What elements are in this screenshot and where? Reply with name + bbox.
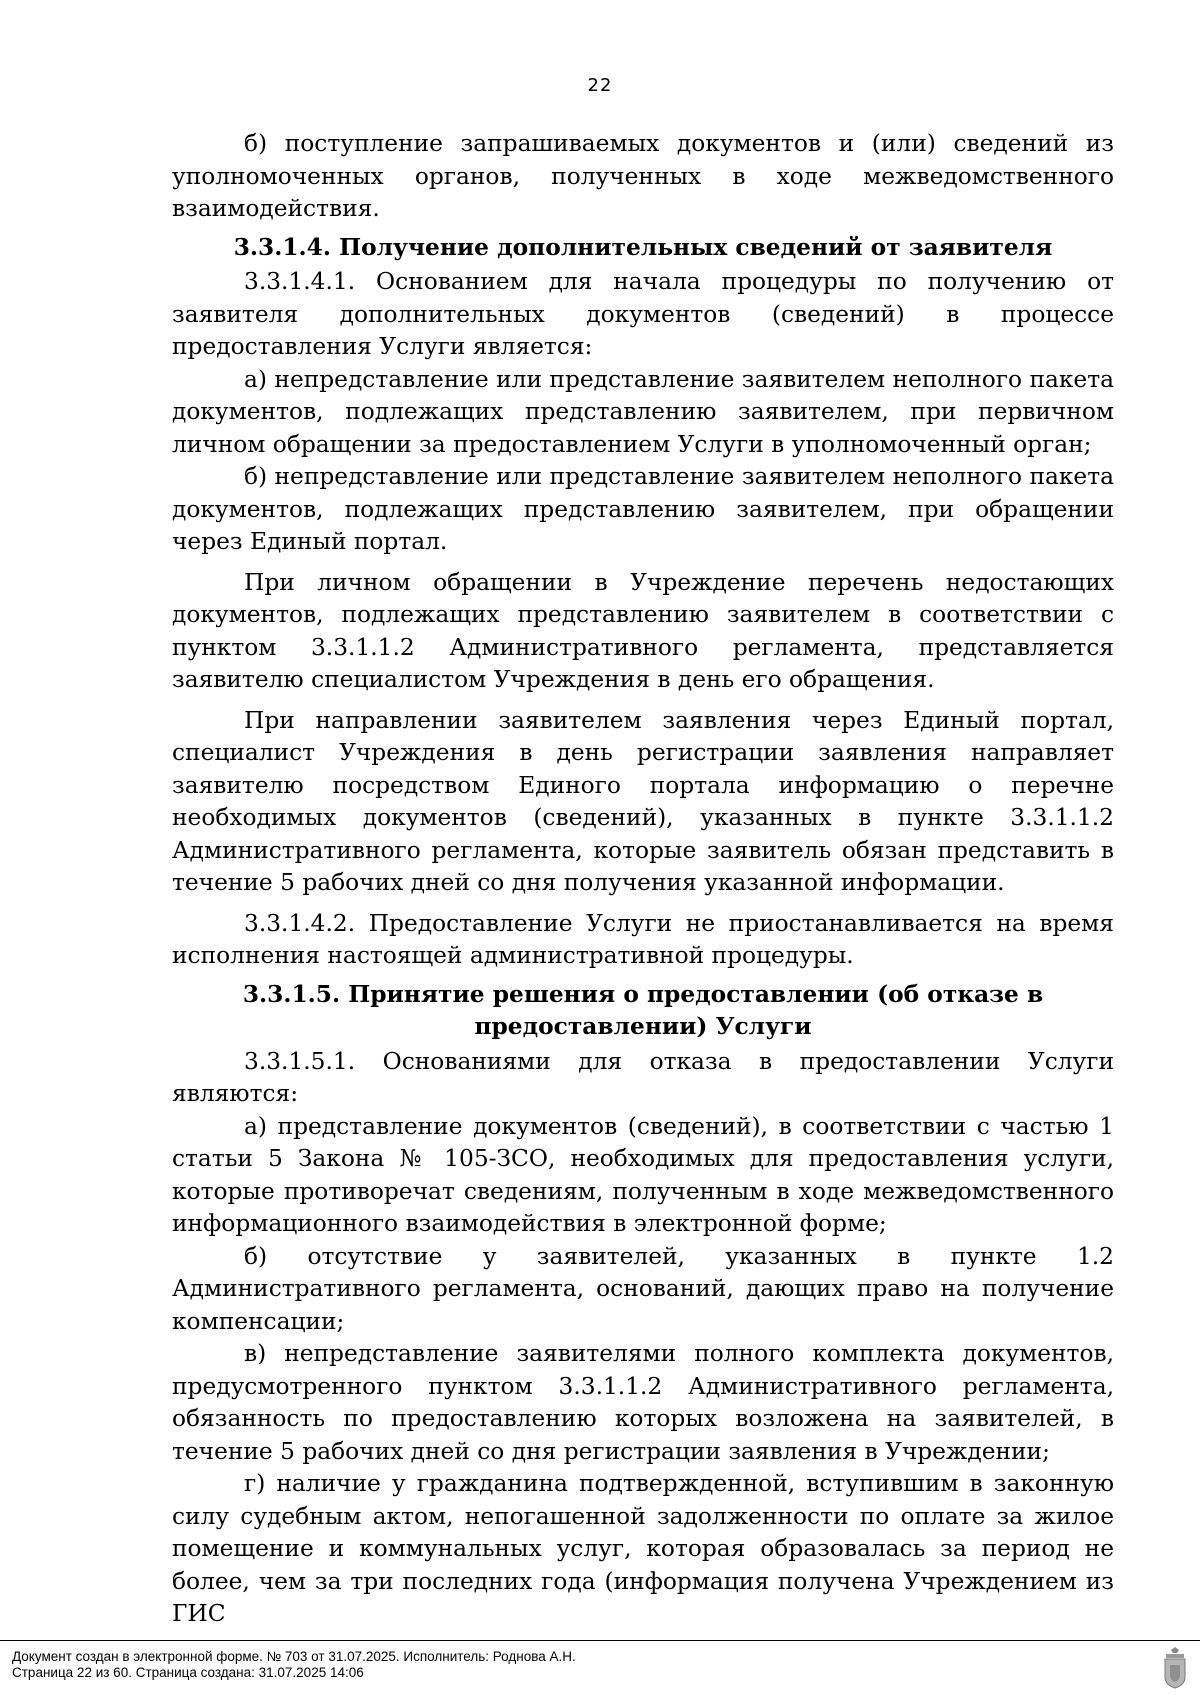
paragraph-3-3-1-5-1-b: б) отсутствие у заявителей, указанных в пункте 1.2 Административного регламента, оснований, дающих право на получение компенсации;	[172, 1242, 1114, 1335]
paragraph-3-3-1-4-1-a: а) непредставление или представление заявителем неполного пакета документов, подлежащих представлению заявителем, при первичном личном обращении за предоставлением Услуги в уполномоченный орган;	[172, 365, 1114, 458]
footer-line-document-info: Документ создан в электронной форме. № 703 от 31.07.2025. Исполнитель: Роднова А.Н.	[12, 1649, 576, 1664]
paragraph-3-3-1-4-2: 3.3.1.4.2. Предоставление Услуги не приостанавливается на время исполнения настоящей административной процедуры.	[172, 909, 1114, 969]
coat-of-arms-icon	[1162, 1647, 1188, 1689]
paragraph-portal-appeal: При направлении заявителем заявления через Единый портал, специалист Учреждения в день регистрации заявления направляет заявителю посредством Единого портала информацию о перечне необходимых документов (сведений), указанных в пункте 3.3.1.1.2 Административного регламента, которые заявитель обязан представить в течение 5 рабочих дней со дня получения указанной информации.	[172, 706, 1114, 896]
footer-text	[12, 1649, 576, 1681]
document-body	[172, 128, 1114, 1631]
document-footer	[0, 1640, 1200, 1699]
page-number: 22	[587, 75, 613, 96]
section-heading-3-3-1-4: 3.3.1.4. Получение дополнительных сведений от заявителя	[233, 233, 1053, 261]
paragraph-3-3-1-5-1-a: а) представление документов (сведений), в соответствии с частью 1 статьи 5 Закона № 105-ЗСО, необходимых для предоставления услуги, которые противоречат сведениям, полученным в ходе межведомственного информационного взаимодействия в электронной форме;	[172, 1112, 1114, 1237]
paragraph-3-3-1-5-1: 3.3.1.5.1. Основаниями для отказа в предоставлении Услуги являются:	[172, 1047, 1114, 1107]
paragraph-3-3-1-4-1: 3.3.1.4.1. Основанием для начала процедуры по получению от заявителя дополнительных документов (сведений) в процессе предоставления Услуги является:	[172, 268, 1114, 360]
footer-line-page-info: Страница 22 из 60. Страница создана: 31.07.2025 14:06	[12, 1665, 364, 1680]
paragraph-3-3-1-5-1-g: г) наличие у гражданина подтвержденной, вступившим в законную силу судебным актом, непогашенной задолженности по оплате за жилое помещение и коммунальных услуг, которая образовалась за период не более, чем за три последних года (информация получена Учреждением из ГИС	[172, 1470, 1114, 1627]
paragraph-3-3-1-4-1-b: б) непредставление или представление заявителем неполного пакета документов, подлежащих представлению заявителем, при обращении через Единый портал.	[172, 463, 1114, 555]
paragraph-b-interagency: б) поступление запрашиваемых документов и (или) сведений из уполномоченных органов, полученных в ходе межведомственного взаимодействия.	[172, 130, 1114, 222]
paragraph-3-3-1-5-1-v: в) непредставление заявителями полного комплекта документов, предусмотренного пунктом 3.3.1.1.2 Административного регламента, обязанность по предоставлению которых возложена на заявителей, в течение 5 рабочих дней со дня регистрации заявления в Учреждении;	[172, 1340, 1114, 1465]
section-heading-3-3-1-5: 3.3.1.5. Принятие решения о предоставлении (об отказе в предоставлении) Услуги	[242, 980, 1044, 1040]
paragraph-personal-appeal: При личном обращении в Учреждение перечень недостающих документов, подлежащих представлению заявителем в соответствии с пунктом 3.3.1.1.2 Административного регламента, представляется заявителю специалистом Учреждения в день его обращения.	[172, 568, 1114, 693]
